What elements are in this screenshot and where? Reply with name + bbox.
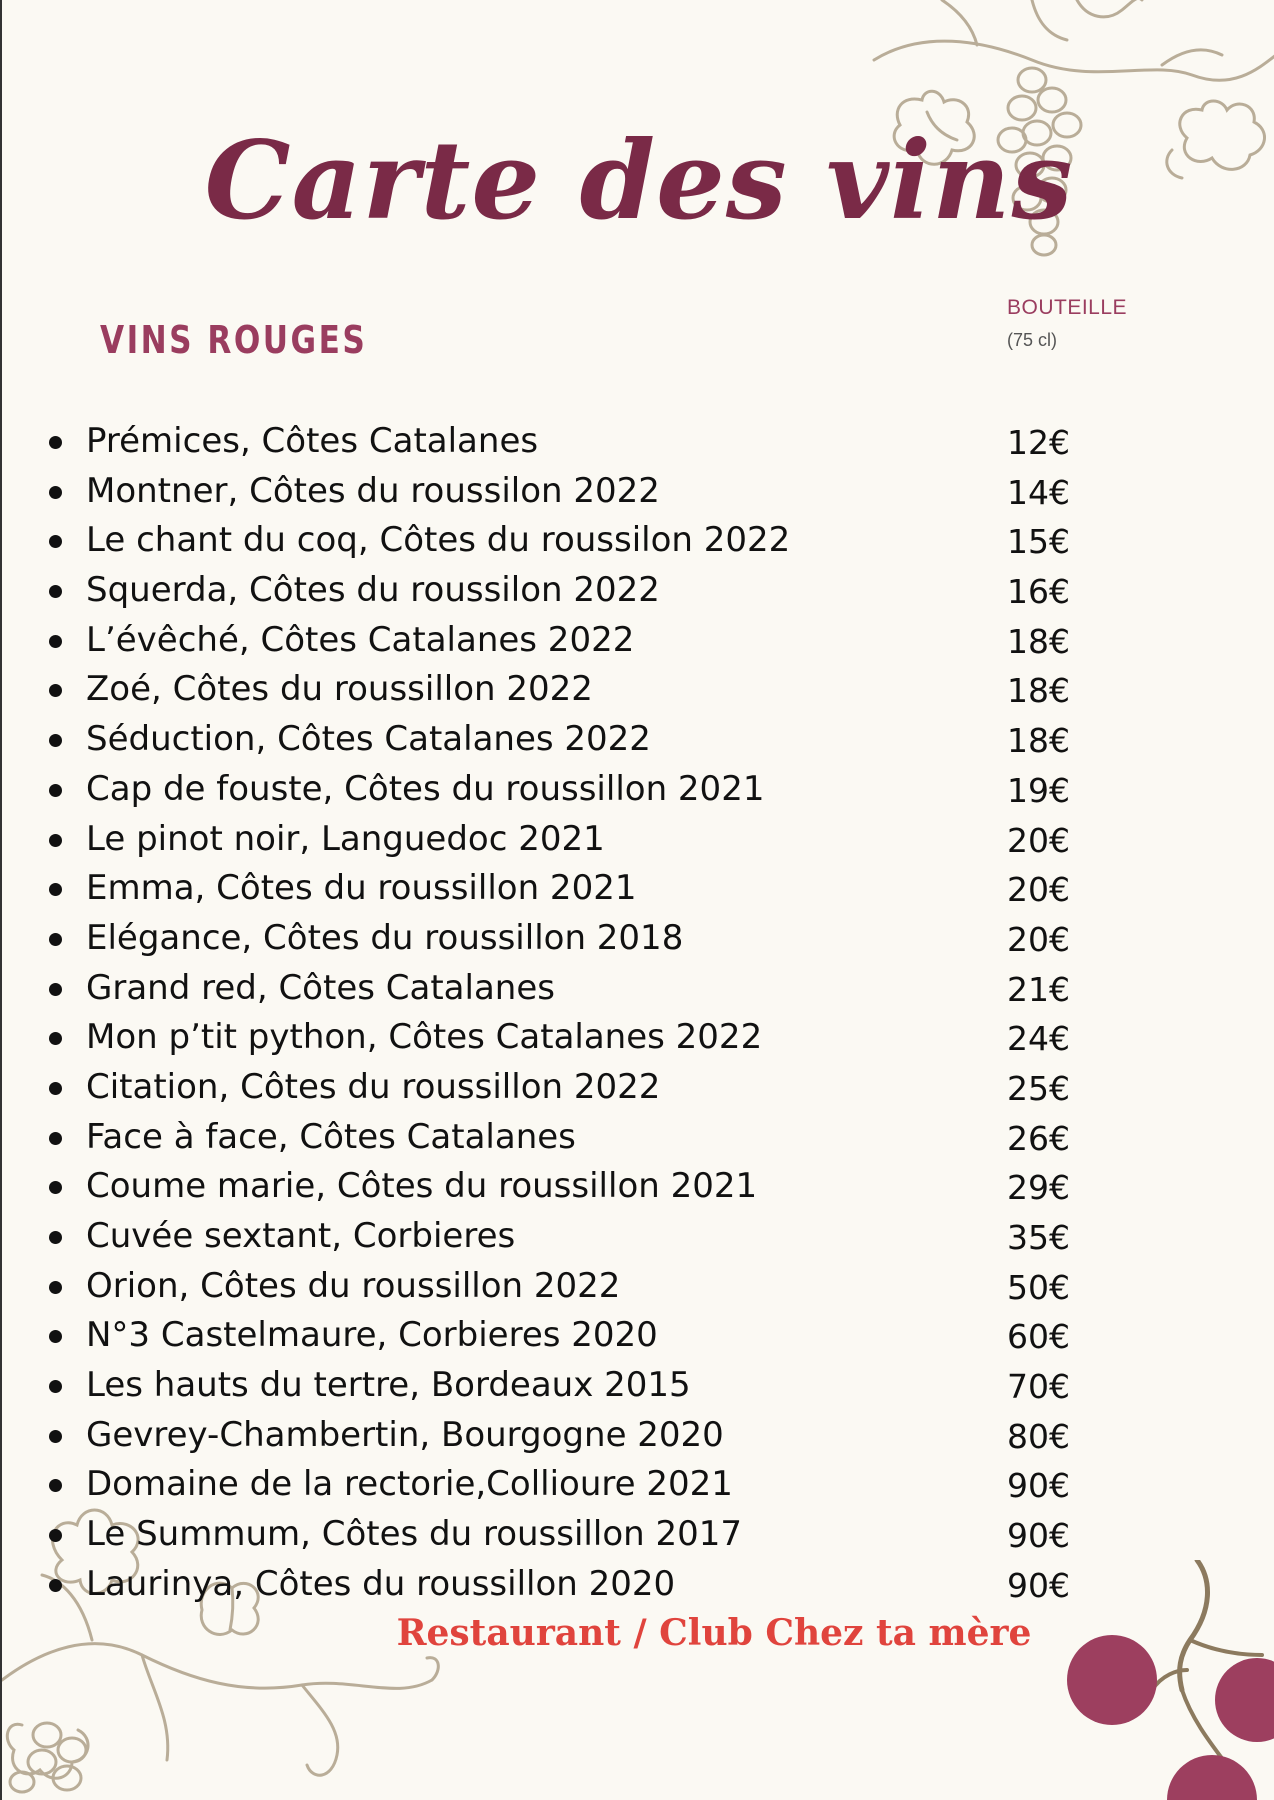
wine-price: 50€ bbox=[1007, 1267, 1070, 1307]
wine-name: L’évêché, Côtes Catalanes 2022 bbox=[86, 619, 635, 660]
wine-name: Coume marie, Côtes du roussillon 2021 bbox=[86, 1166, 758, 1207]
wine-price: 19€ bbox=[1007, 770, 1070, 810]
wine-price: 80€ bbox=[1007, 1416, 1070, 1456]
bullet-icon bbox=[49, 1479, 62, 1492]
wine-name: Squerda, Côtes du roussilon 2022 bbox=[86, 570, 660, 611]
wine-price: 24€ bbox=[1007, 1019, 1070, 1059]
wine-price: 90€ bbox=[1007, 1466, 1070, 1506]
bullet-icon bbox=[49, 1430, 62, 1443]
page-title: Carte des vins bbox=[204, 118, 1074, 244]
bullet-icon bbox=[49, 883, 62, 896]
bullet-icon bbox=[49, 734, 62, 747]
price-column-header: BOUTEILLE bbox=[1007, 296, 1128, 319]
list-item bbox=[2, 765, 1274, 815]
wine-name: Domaine de la rectorie,Collioure 2021 bbox=[86, 1464, 733, 1505]
wine-price: 18€ bbox=[1007, 721, 1070, 761]
wine-price: 29€ bbox=[1007, 1168, 1070, 1208]
wine-price: 60€ bbox=[1007, 1317, 1070, 1357]
wine-name: Prémices, Côtes Catalanes bbox=[86, 421, 539, 461]
wine-price: 18€ bbox=[1007, 671, 1070, 711]
bullet-icon bbox=[49, 1529, 62, 1542]
bullet-icon bbox=[49, 1181, 62, 1194]
price-column-volume: (75 cl) bbox=[1007, 330, 1058, 350]
list-item bbox=[2, 1361, 1274, 1411]
footer-restaurant-name: Restaurant / Club Chez ta mère bbox=[396, 1612, 1032, 1654]
bullet-icon bbox=[49, 635, 62, 648]
list-item bbox=[2, 1560, 1274, 1610]
wine-name: N°3 Castelmaure, Corbieres 2020 bbox=[86, 1315, 658, 1356]
list-item bbox=[2, 715, 1274, 765]
wine-price: 20€ bbox=[1007, 870, 1070, 910]
bullet-icon bbox=[49, 933, 62, 946]
wine-name: Les hauts du tertre, Bordeaux 2015 bbox=[86, 1365, 691, 1406]
list-item bbox=[2, 964, 1274, 1014]
list-item bbox=[2, 467, 1274, 517]
wine-price: 14€ bbox=[1007, 472, 1070, 512]
list-item bbox=[2, 1063, 1274, 1113]
bullet-icon bbox=[49, 1231, 62, 1244]
list-item bbox=[2, 914, 1274, 964]
wine-price: 90€ bbox=[1007, 1516, 1070, 1556]
wine-list bbox=[2, 417, 1274, 1610]
wine-name: Orion, Côtes du roussillon 2022 bbox=[86, 1265, 621, 1306]
bullet-icon bbox=[49, 1032, 62, 1045]
list-item bbox=[2, 815, 1274, 865]
wine-price: 90€ bbox=[1007, 1565, 1070, 1605]
section-title-red-wines: VINS ROUGES bbox=[100, 318, 368, 362]
list-item bbox=[2, 665, 1274, 715]
wine-name: Face à face, Côtes Catalanes bbox=[86, 1116, 576, 1157]
wine-name: Le chant du coq, Côtes du roussilon 2022 bbox=[86, 520, 791, 561]
list-item bbox=[2, 1013, 1274, 1063]
list-item bbox=[2, 1212, 1274, 1262]
wine-name: Grand red, Côtes Catalanes bbox=[86, 967, 555, 1008]
wine-name: Cuvée sextant, Corbieres bbox=[86, 1216, 516, 1256]
wine-name: Mon p’tit python, Côtes Catalanes 2022 bbox=[86, 1017, 763, 1058]
bullet-icon bbox=[49, 1380, 62, 1393]
wine-name: Cap de fouste, Côtes du roussillon 2021 bbox=[86, 768, 765, 809]
wine-name: Séduction, Côtes Catalanes 2022 bbox=[86, 719, 651, 760]
bullet-icon bbox=[49, 1281, 62, 1294]
bullet-icon bbox=[49, 784, 62, 797]
list-item bbox=[2, 1113, 1274, 1163]
bullet-icon bbox=[49, 1330, 62, 1343]
wine-price: 18€ bbox=[1007, 621, 1070, 661]
wine-price: 20€ bbox=[1007, 919, 1070, 959]
list-item bbox=[2, 1411, 1274, 1461]
list-item bbox=[2, 1162, 1274, 1212]
wine-name: Le pinot noir, Languedoc 2021 bbox=[86, 818, 605, 859]
wine-name: Emma, Côtes du roussillon 2021 bbox=[86, 868, 637, 909]
list-item bbox=[2, 516, 1274, 566]
list-item bbox=[2, 616, 1274, 666]
bullet-icon bbox=[49, 535, 62, 548]
wine-price: 26€ bbox=[1007, 1118, 1070, 1158]
wine-name: Zoé, Côtes du roussillon 2022 bbox=[86, 669, 593, 710]
bullet-icon bbox=[49, 1579, 62, 1592]
wine-price: 12€ bbox=[1007, 423, 1070, 462]
wine-name: Elégance, Côtes du roussillon 2018 bbox=[86, 917, 684, 958]
bullet-icon bbox=[49, 1132, 62, 1145]
bullet-icon bbox=[49, 684, 62, 697]
wine-name: Citation, Côtes du roussillon 2022 bbox=[86, 1066, 661, 1107]
list-item bbox=[2, 417, 1274, 467]
bullet-icon bbox=[49, 983, 62, 996]
list-item bbox=[2, 1262, 1274, 1312]
list-item bbox=[2, 566, 1274, 616]
wine-name: Laurinya, Côtes du roussillon 2020 bbox=[86, 1563, 676, 1604]
wine-price: 21€ bbox=[1007, 969, 1070, 1009]
wine-name: Montner, Côtes du roussilon 2022 bbox=[86, 470, 660, 511]
wine-price: 16€ bbox=[1007, 572, 1070, 612]
wine-price: 20€ bbox=[1007, 820, 1070, 860]
bullet-icon bbox=[49, 834, 62, 847]
wine-price: 35€ bbox=[1007, 1218, 1070, 1257]
bullet-icon bbox=[49, 1082, 62, 1095]
wine-price: 15€ bbox=[1007, 522, 1070, 562]
bullet-icon bbox=[49, 585, 62, 598]
list-item bbox=[2, 1510, 1274, 1560]
list-item bbox=[2, 864, 1274, 914]
wine-name: Gevrey-Chambertin, Bourgogne 2020 bbox=[86, 1414, 724, 1455]
bullet-icon bbox=[49, 486, 62, 499]
wine-name: Le Summum, Côtes du roussillon 2017 bbox=[86, 1514, 743, 1555]
list-item bbox=[2, 1311, 1274, 1361]
wine-price: 25€ bbox=[1007, 1068, 1070, 1108]
bullet-icon bbox=[49, 436, 62, 449]
list-item bbox=[2, 1460, 1274, 1510]
wine-price: 70€ bbox=[1007, 1367, 1070, 1407]
